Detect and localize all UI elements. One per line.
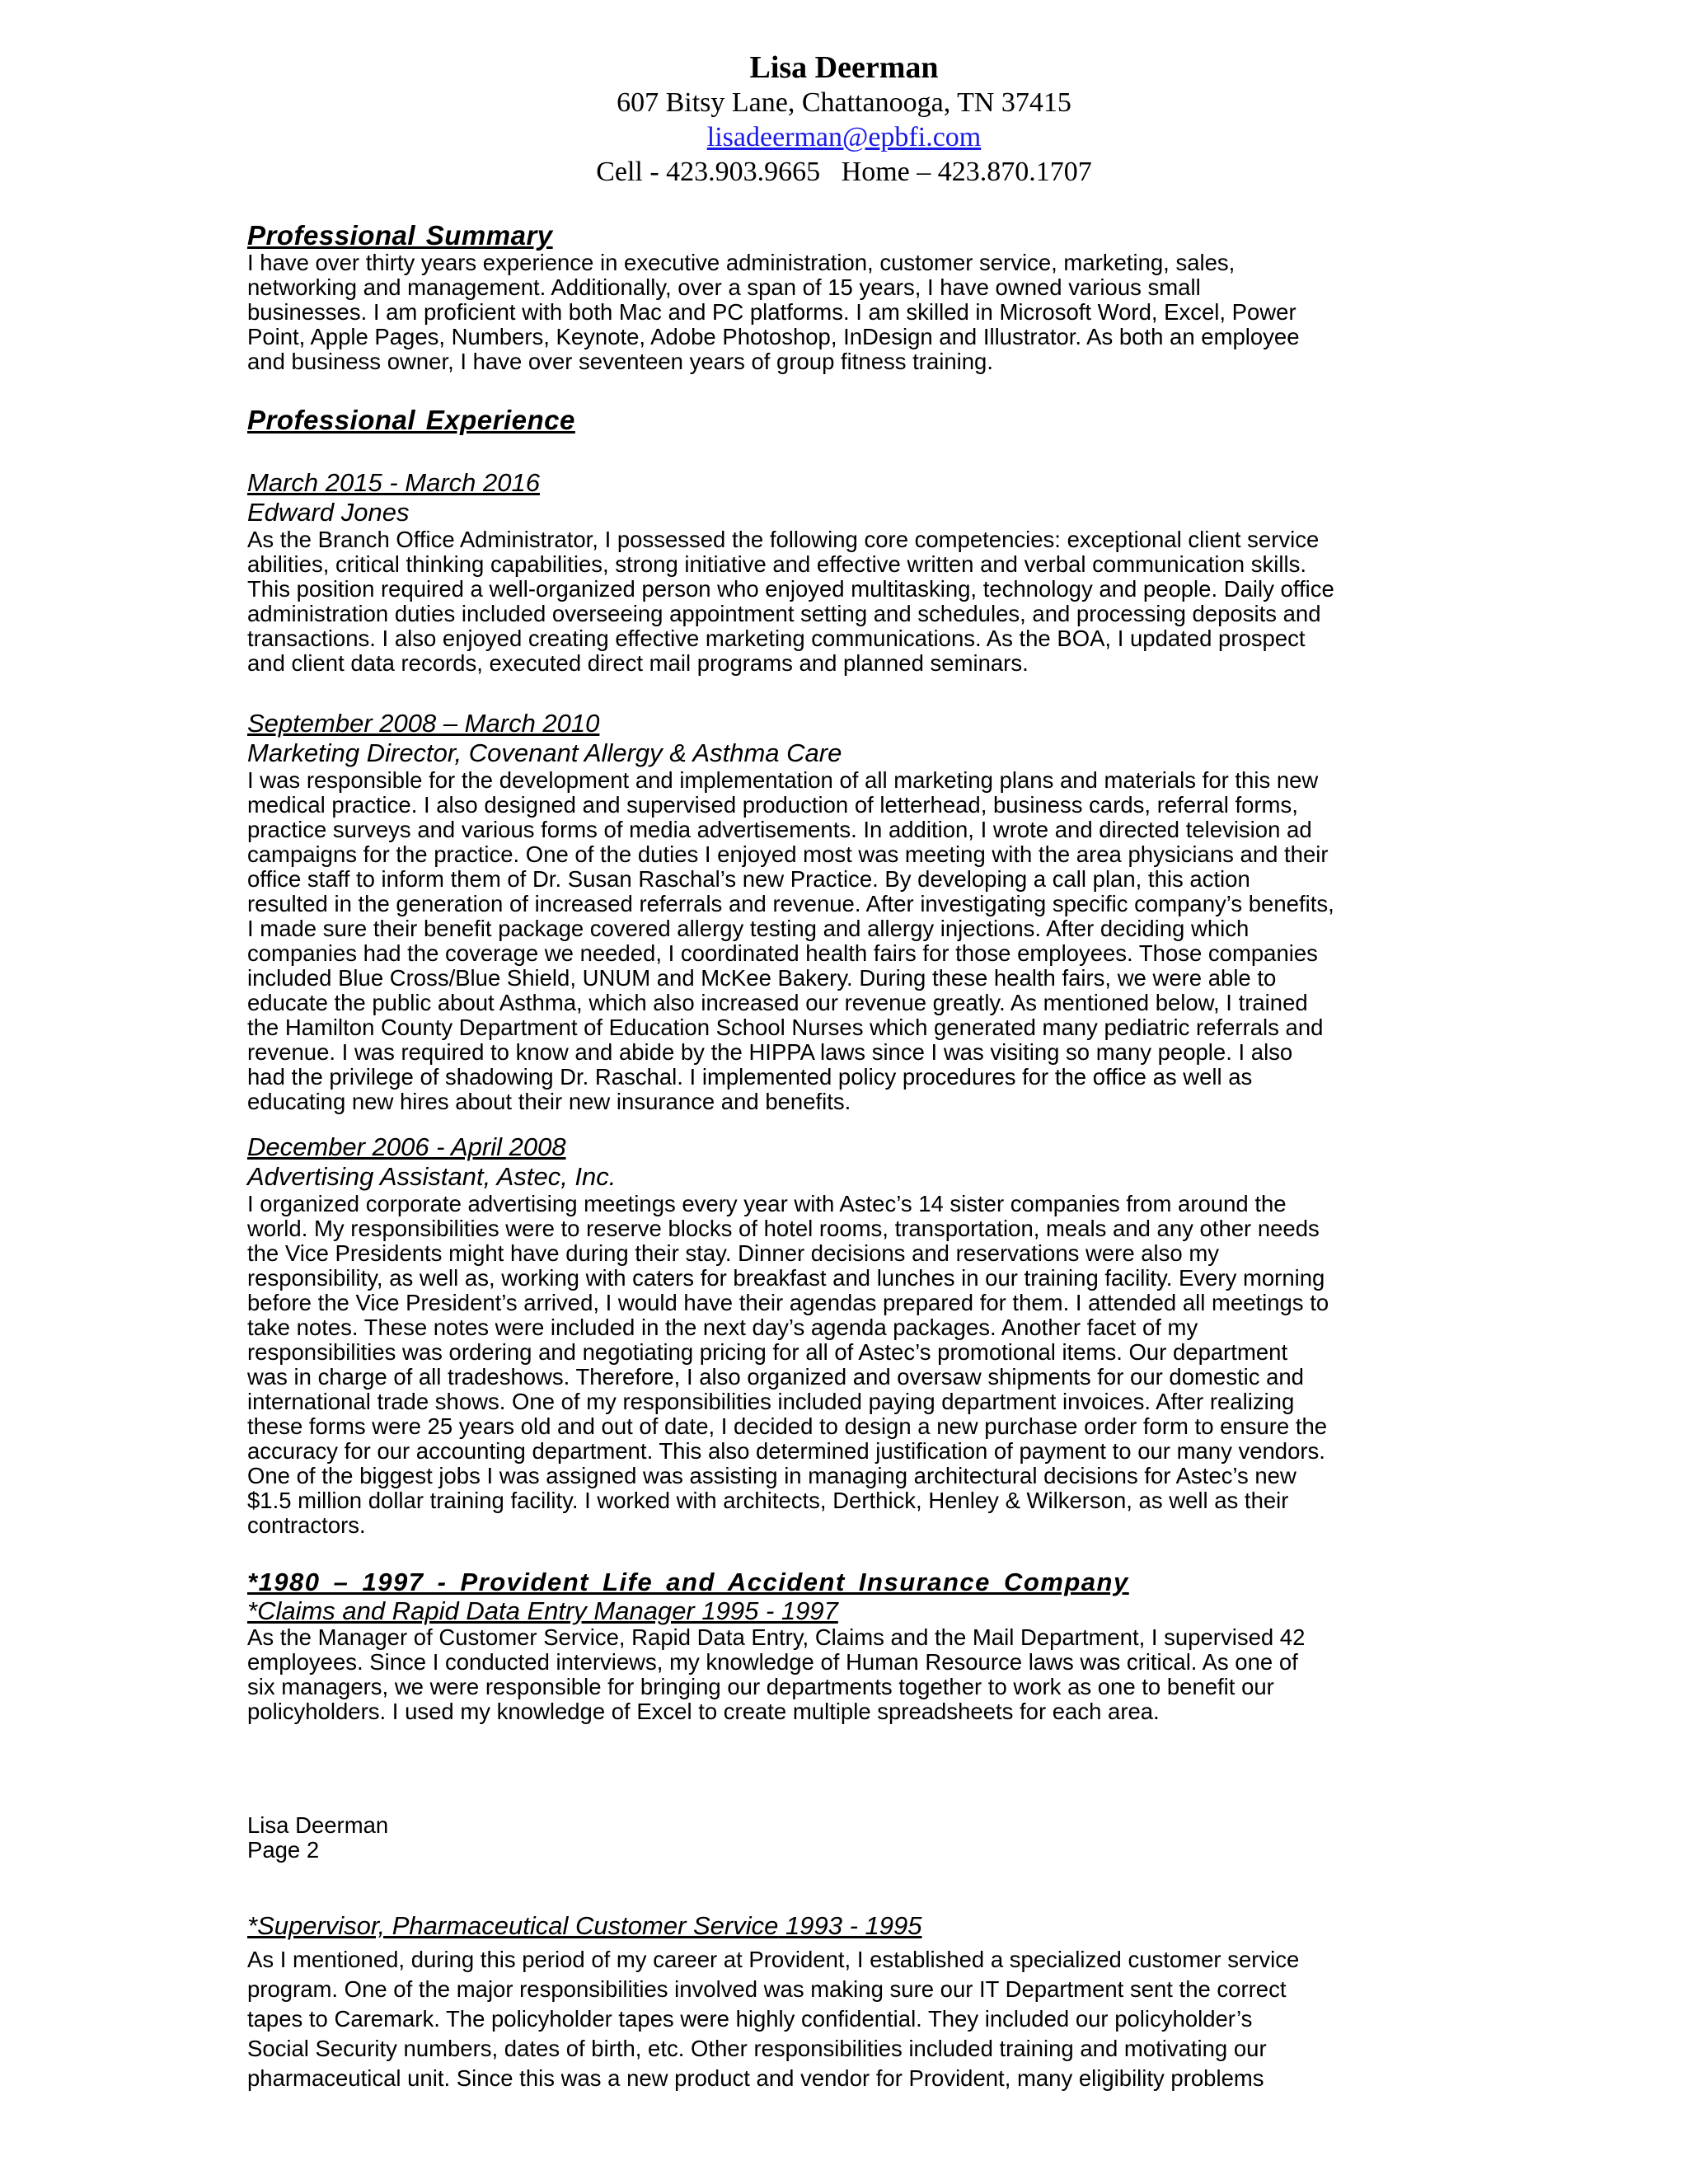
resume-body [247, 221, 1442, 2093]
job-entry [247, 1132, 1442, 1538]
provident-heading: *1980 – 1997 - Provident Life and Accident Insurance Company [247, 1568, 1129, 1596]
job-description: I organized corporate advertising meetings every year with Astec’s 14 sister companies from around the world. My responsibilities were to reserve blocks of hotel rooms, transportation, meals and any other needs the Vice Presidents might have during their stay. Dinner decisions and reservations were also my responsibility, as well as, working with caters for breakfast and lunches in our training facility. Every morning before the Vice President’s arrived, I would have their agendas prepared for them. I attended all meetings to take notes. These notes were included in the next day’s agenda packages. Another facet of my responsibilities was ordering and negotiating pricing for all of Astec’s promotional items. Our department was in charge of all tradeshows. Therefore, I also organized and oversaw shipments for our domestic and international trade shows. One of my responsibilities included paying department invoices. After realizing these forms were 25 years old and out of date, I decided to design a new purchase order form to ensure the accuracy for our accounting department. This also determined justification of payment to our many vendors. One of the biggest jobs I was assigned was assisting in managing architectural decisions for Astec’s new $1.5 million dollar training facility. I worked with architects, Derthick, Henley & Wilkerson, as well as their contractors. [247, 1191, 1329, 1538]
supervisor-description: As I mentioned, during this period of my career at Provident, I established a specialized customer service program. One of the major responsibilities involved was making sure our IT Department sent the correct tapes to Caremark. The policyholder tapes were highly confidential. They included our policyholder’s Social Security numbers, dates of birth, etc. Other responsibilities included training and motivating our pharmaceutical unit. Since this was a new product and vendor for Provident, many eligibility problems [247, 1947, 1300, 2091]
page-number: Page 2 [247, 1837, 320, 1863]
phone-numbers: Cell - 423.903.9665 Home – 423.870.1707 [596, 157, 1092, 187]
job-role: Advertising Assistant, Astec, Inc. [247, 1162, 617, 1191]
job-dates: March 2015 - March 2016 [247, 468, 540, 497]
summary-text: I have over thirty years experience in executive administration, customer service, marketing, sales, networking and management. Additionally, over a span of 15 years, I have owned various small businesses. I am proficient with both Mac and PC platforms. I am skilled in Microsoft Word, Excel, Power Point, Apple Pages, Numbers, Keynote, Adobe Photoshop, InDesign and Illustrator. As both an employee and business owner, I have over seventeen years of group fitness training. [247, 250, 1300, 374]
candidate-name: Lisa Deerman [749, 50, 939, 85]
job-entry [247, 468, 1442, 676]
page-footer [247, 1813, 1442, 1863]
provident-role: *Claims and Rapid Data Entry Manager 1995 - 1997 [247, 1596, 838, 1625]
provident-description: As the Manager of Customer Service, Rapid Data Entry, Claims and the Mail Department, I supervised 42 employees. Since I conducted interviews, my knowledge of Human Resource laws was critical. As one of six managers, we were responsible for bringing our departments together to work as one to benefit our policyholders. I used my knowledge of Excel to create multiple spreadsheets for each area. [247, 1624, 1306, 1724]
supervisor-entry [247, 1912, 1442, 2093]
footer-name: Lisa Deerman [247, 1812, 389, 1838]
job-description: As the Branch Office Administrator, I possessed the following core competencies: exceptional client service abilities, critical thinking capabilities, strong initiative and effective written and verbal communication skills. This position required a well-organized person who enjoyed multitasking, technology and people. Daily office administration duties included overseeing appointment setting and schedules, and processing deposits and transactions. I also enjoyed creating effective marketing communications. As the BOA, I updated prospect and client data records, executed direct mail programs and planned seminars. [247, 527, 1334, 676]
supervisor-role-line [247, 1912, 1442, 1940]
experience-title: Professional Experience [247, 405, 575, 435]
provident-entry [247, 1568, 1442, 1724]
job-role: Edward Jones [247, 498, 410, 527]
supervisor-role: *Supervisor, Pharmaceutical Customer Service [247, 1911, 779, 1940]
job-entry [247, 709, 1442, 1114]
summary-title: Professional Summary [247, 220, 553, 251]
email-link[interactable]: lisadeerman@epbfi.com [706, 122, 982, 152]
job-role: Marketing Director, Covenant Allergy & Asthma Care [247, 738, 842, 767]
resume-header [0, 49, 1688, 190]
job-dates: September 2008 – March 2010 [247, 709, 600, 738]
address: 607 Bitsy Lane, Chattanooga, TN 37415 [617, 87, 1071, 118]
job-description: I was responsible for the development and implementation of all marketing plans and materials for this new medical practice. I also designed and supervised production of letterhead, business cards, referral forms, practice surveys and various forms of media advertisements. In addition, I wrote and directed television ad campaigns for the practice. One of the duties I enjoyed most was meeting with the area physicians and their office staff to inform them of Dr. Susan Raschal’s new Practice. By developing a call plan, this action resulted in the generation of increased referrals and revenue. After investigating specific company’s benefits, I made sure their benefit package covered allergy testing and allergy injections. After deciding which companies had the coverage we needed, I coordinated health fairs for those employees. Those companies included Blue Cross/Blue Shield, UNUM and McKee Bakery. During these health fairs, we were able to educate the public about Asthma, which also increased our revenue greatly. As mentioned below, I trained the Hamilton County Department of Education School Nurses which generated many pediatric referrals and revenue. I was required to know and abide by the HIPPA laws since I was visiting so many people. I also had the privilege of shadowing Dr. Raschal. I implemented policy procedures for the office as well as educating new hires about their new insurance and benefits. [247, 767, 1334, 1114]
job-dates: December 2006 - April 2008 [247, 1132, 566, 1161]
supervisor-years: 1993 - 1995 [785, 1911, 922, 1940]
